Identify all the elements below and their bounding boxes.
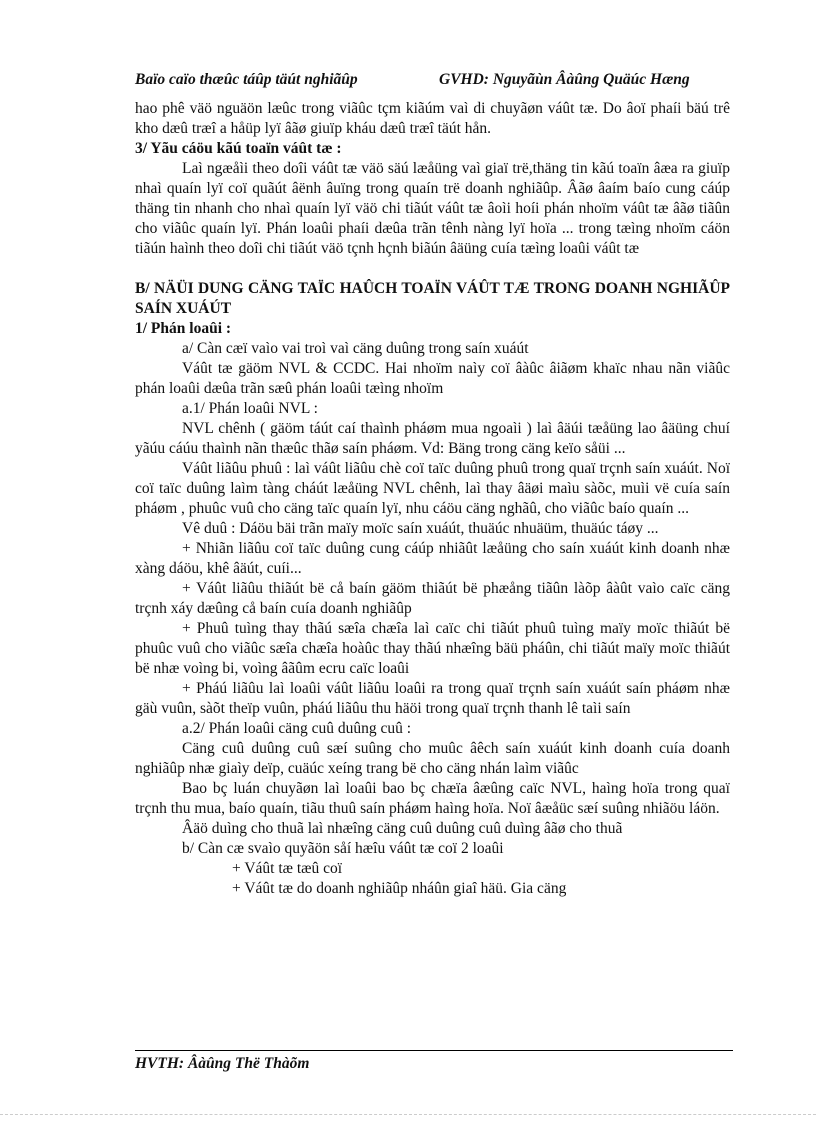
item-heading: a.1/ Phán loaûi NVL :	[182, 400, 318, 417]
paragraph: hao phê väö nguäön læûc trong viãûc tçm kiãúm vaì di chuyãøn váût tæ. Do âoï phaíi bäú trê kho dæû træî a håüp lyï âãø giuïp kháu dæû træî täút hån.	[135, 100, 730, 137]
spacer	[135, 259, 730, 279]
paragraph: Váût tæ gäöm NVL & CCDC. Hai nhoïm naìy coï âàûc âiãøm khaïc nhau nãn viãûc phán loaûi dæûa trãn sæû phán loaûi tæìng nhoïm	[135, 360, 730, 397]
paragraph: Âäö duìng cho thuã laì nhæîng cäng cuû duûng cuû duìng âãø cho thuã	[182, 820, 623, 837]
paragraph: Váût liãûu phuû : laì váût liãûu chè coï taïc duûng phuû trong quaï trçnh saín xuáút. Noï coï taïc duûng laìm tàng cháút læåüng NVL chênh, laì thay âäøi maìu sàõc, muìi vë cuía saín pháøm , phuûc vuû cho cäng taïc quaín lyï, nhu cáöu cäng nghãû, cho viãûc baío quaín ...	[135, 460, 730, 517]
footer-divider	[135, 1050, 733, 1051]
document-body	[135, 99, 730, 899]
header-supervisor: GVHD: Nguyãùn Âàûng Quäúc Hæng	[439, 71, 690, 88]
paragraph: b/ Càn cæ svaìo quyãön såí hæîu váût tæ coï 2 loaûi	[182, 840, 504, 857]
bullet-item: + Váût tæ tæû coï	[232, 860, 343, 877]
bullet-paragraph: + Váût liãûu thiãút bë cå baín gäöm thiãút bë phæång tiãûn làõp âàût vaìo caïc cäng trçnh xáy dæûng cå baín cuía doanh nghiãûp	[135, 580, 730, 617]
paragraph: Laì ngæåìi theo doîi váût tæ väö säú læåüng vaì giaï trë,thäng tin kãú toaïn âæa ra giuïp nhaì quaín lyï coï quãút âënh âuïng trong quaín trë doanh nghiãûp. Âãø âaím baío cung cáúp thäng tin nhanh cho nhaì quaín lyï väö chi tiãút váût tæ âoìi hoíi phán nhoïm váût tæ âãø tiãûn cho viãûc quaín lyï. Phán loaûi phaíi dæûa trãn tênh nàng lyï hoïa ... trong tæìng nhoïm cáön tiãún haình theo doîi chi tiãút väö tçnh hçnh biãún âäüng cuía tæìng loaûi váût tæ	[135, 160, 730, 257]
paragraph: a/ Càn cæï vaìo vai troì vaì cäng duûng trong saín xuáút	[182, 340, 529, 357]
paragraph: Cäng cuû duûng cuû sæí suûng cho muûc âêch saín xuáút kinh doanh cuía doanh nghiãûp nhæ giaìy deïp, cuäúc xeíng trang bë cho cäng nhán laìm viãûc	[135, 740, 730, 777]
paragraph: NVL chênh ( gäöm táút caí thaình pháøm mua ngoaìi ) laì âäúi tæåüng lao âäüng chuí yãúu cáúu thaình nãn thæûc thãø saín pháøm. Vd: Bäng trong cäng keïo såüi ...	[135, 420, 730, 457]
paragraph: Bao bç luán chuyãøn laì loaûi bao bç chæïa âæûng caïc NVL, haìng hoïa trong quaï trçnh thu mua, baío quaín, tiãu thuû saín pháøm haìng hoïa. Noï âæåüc sæí suûng nhiãöu láön.	[135, 780, 730, 817]
section-heading: 3/ Yãu cáöu kãú toaïn váût tæ :	[135, 140, 342, 157]
page-edge-divider	[0, 1114, 816, 1115]
item-heading: a.2/ Phán loaûi cäng cuû duûng cuû :	[182, 720, 412, 737]
paragraph: Vê duû : Dáöu bäi trãn maïy moïc saín xuáút, thuäúc nhuäüm, thuäúc táøy ...	[182, 520, 659, 537]
header-report-title: Baïo caïo thæûc táûp täút nghiãûp	[135, 71, 358, 88]
section-title: B/ NÄÜI DUNG CÄNG TAÏC HAÛCH TOAÏN VÁÛT TÆ TRONG DOANH NGHIÃÛP SAÍN XUÁÚT	[135, 280, 730, 317]
bullet-item: + Váût tæ do doanh nghiãûp nháûn giaî häü. Gia cäng	[232, 880, 567, 897]
page-header	[135, 71, 735, 89]
bullet-paragraph: + Pháú liãûu laì loaûi váût liãûu loaûi ra trong quaï trçnh saín xuáút saín pháøm nhæ gäù vuûn, sàõt theïp vuûn, pháú liãûu thu häöi trong quaï trçnh thanh lê taìi saín	[135, 680, 730, 717]
subsection-heading: 1/ Phán loaûi :	[135, 320, 232, 337]
bullet-paragraph: + Nhiãn liãûu coï taïc duûng cung cáúp nhiãût læåüng cho saín xuáút kinh doanh nhæ xàng dáöu, khê âäút, cuíi...	[135, 540, 730, 577]
footer-author: HVTH: Âàûng Thë Thàõm	[135, 1055, 310, 1072]
bullet-paragraph: + Phuû tuìng thay thãú sæîa chæîa laì caïc chi tiãút phuû tuìng maïy moïc thiãút bë phuûc vuû cho viãûc sæîa chæîa hoàûc thay thãú nhæîng bäü pháûn, chi tiãút maïy moïc thiãút bë nhæ voìng bi, voìng âãûm ecru caïc loaûi	[135, 620, 730, 677]
